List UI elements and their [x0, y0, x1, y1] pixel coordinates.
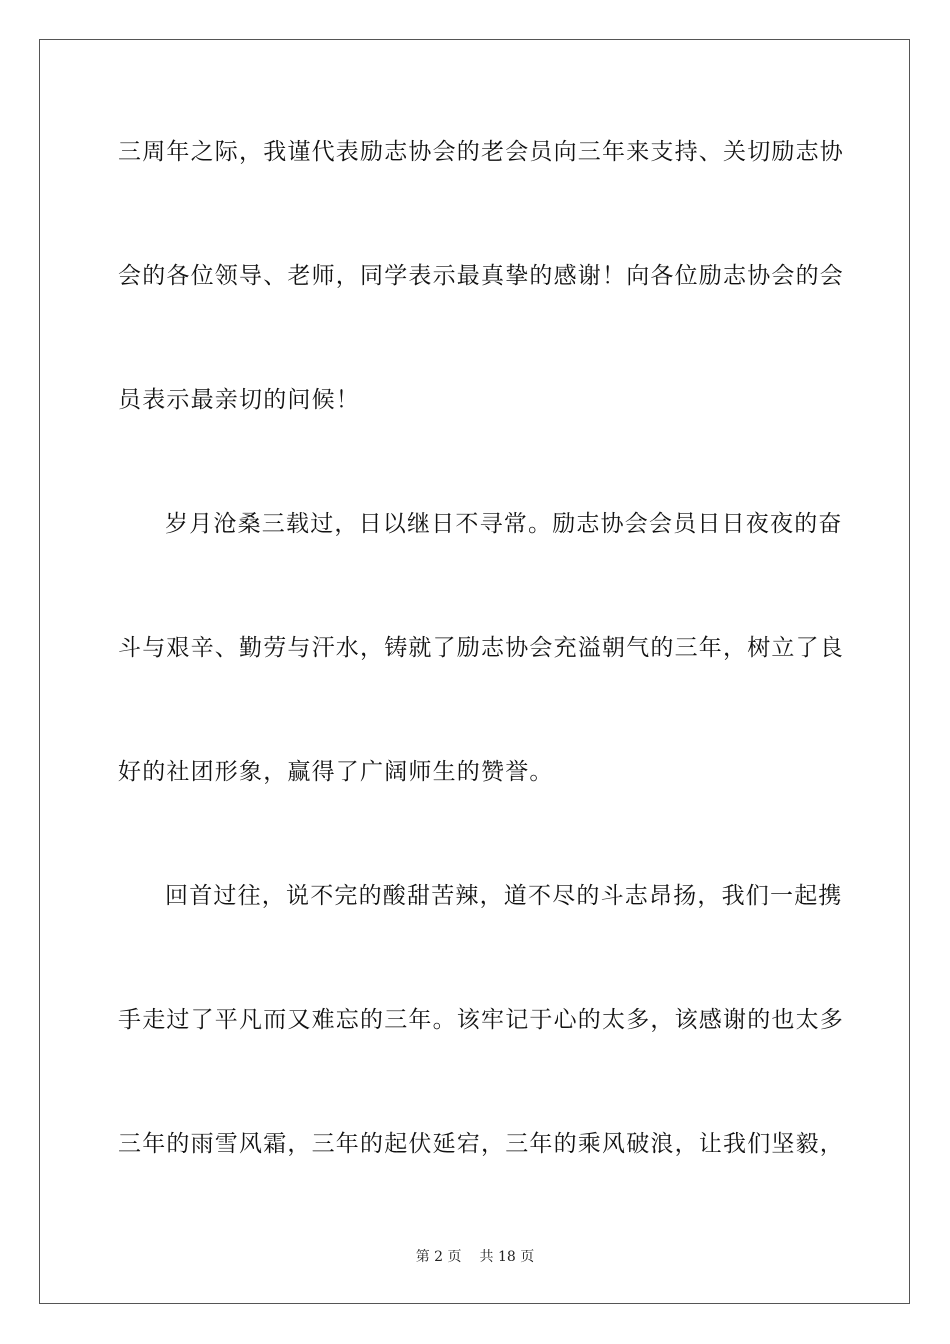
text-line: 会的各位领导、老师，同学表示最真挚的感谢！向各位励志协会的会	[118, 263, 844, 289]
text-line: 好的社团形象，赢得了广阔师生的赞誉。	[118, 759, 554, 785]
text-line: 回首过往，说不完的酸甜苦辣，道不尽的斗志昂扬，我们一起携	[165, 883, 843, 909]
page-border	[39, 39, 910, 1304]
page-total: 共 18 页	[479, 1249, 535, 1265]
text-line: 三年的雨雪风霜，三年的起伏延宕，三年的乘风破浪，让我们坚毅，	[118, 1131, 844, 1157]
text-line: 手走过了平凡而又难忘的三年。该牢记于心的太多，该感谢的也太多	[118, 1007, 844, 1033]
page-number: 第 2 页	[415, 1249, 462, 1265]
text-line: 三周年之际，我谨代表励志协会的老会员向三年来支持、关切励志协	[118, 139, 844, 165]
text-line: 岁月沧桑三载过，日以继日不寻常。励志协会会员日日夜夜的奋	[165, 511, 843, 537]
page-footer	[0, 1246, 950, 1266]
text-line: 员表示最亲切的问候！	[118, 387, 360, 413]
text-line: 斗与艰辛、勤劳与汗水，铸就了励志协会充溢朝气的三年，树立了良	[118, 635, 844, 661]
